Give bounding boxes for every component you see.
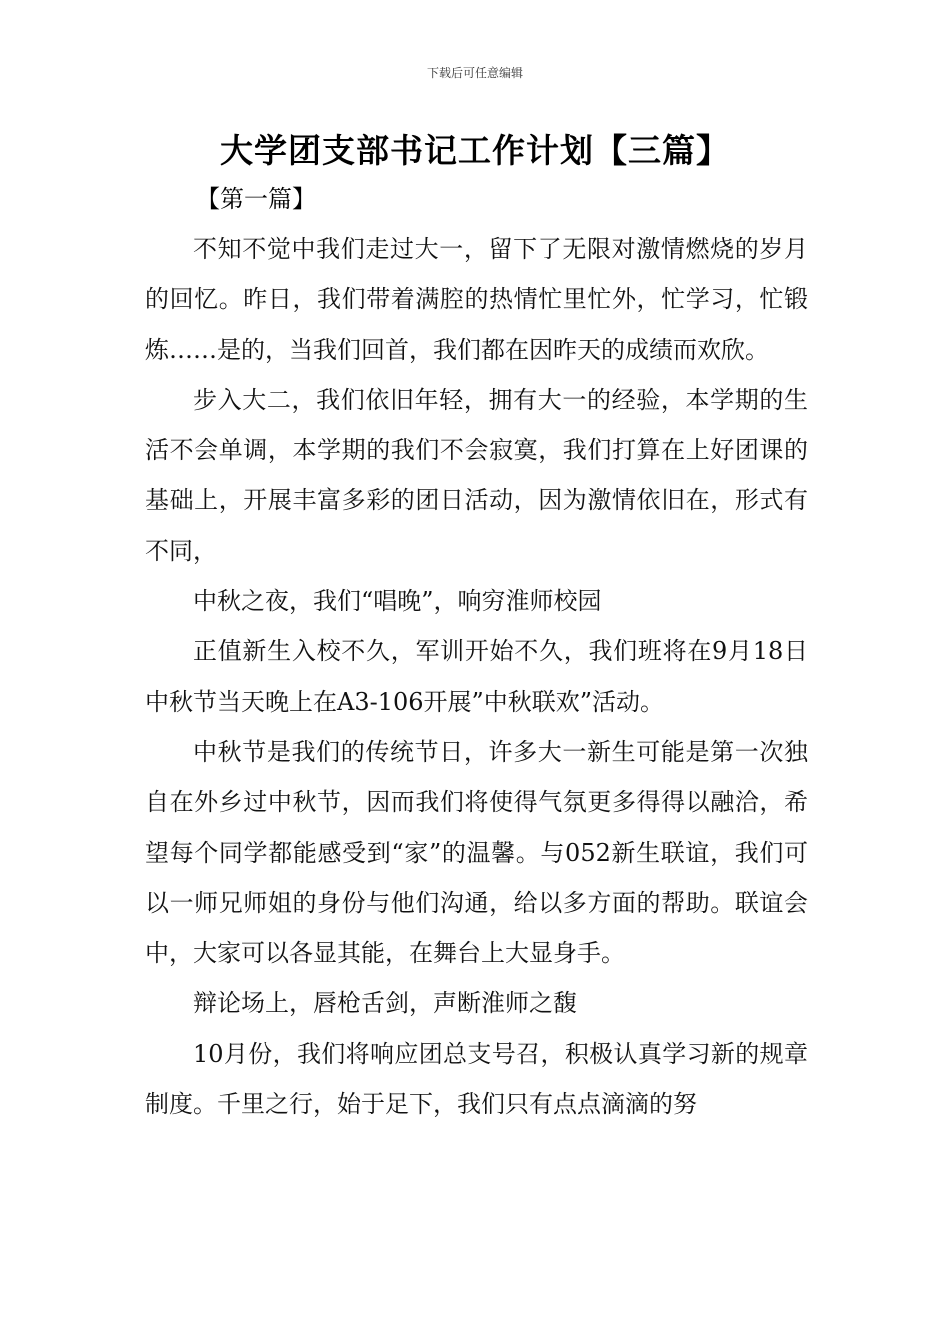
header-note: 下载后可任意编辑	[426, 66, 523, 80]
paragraph: 中秋节是我们的传统节日，许多大一新生可能是第一次独自在外乡过中秋节，因而我们将使得气氛更多得得以融洽，希望每个同学都能感受到“家”的温馨。与052新生联谊，我们可以一师兄师姐的身份与他们沟通，给以多方面的帮助。联谊会中，大家可以各显其能，在舞台上大显身手。	[145, 737, 808, 968]
subheading: 中秋之夜，我们“唱晚”，响穷淮师校园	[193, 587, 602, 616]
paragraph: 10月份，我们将响应团总支号召，积极认真学习新的规章制度。千里之行，始于足下，我们只有点点滴滴的努	[145, 1039, 808, 1119]
paragraph: 不知不觉中我们走过大一，留下了无限对激情燃烧的岁月的回忆。昨日，我们带着满腔的热情忙里忙外，忙学习，忙锻炼……是的，当我们回首，我们都在因昨天的成绩而欢欣。	[145, 235, 808, 364]
paragraph: 正值新生入校不久，军训开始不久，我们班将在9月18日中秋节当天晚上在A3-106开展”中秋联欢”活动。	[145, 637, 808, 716]
subheading: 辩论场上，唇枪舌剑，声断淮师之馥	[193, 989, 577, 1018]
paragraph: 步入大二，我们依旧年轻，拥有大一的经验，本学期的生活不会单调，本学期的我们不会寂寞，我们打算在上好团课的基础上，开展丰富多彩的团日活动，因为激情依旧在，形式有不同，	[145, 385, 808, 565]
document-title: 大学团支部书记工作计划【三篇】	[220, 131, 730, 170]
body-text	[145, 224, 808, 1129]
section-heading: 【第一篇】	[196, 185, 316, 213]
